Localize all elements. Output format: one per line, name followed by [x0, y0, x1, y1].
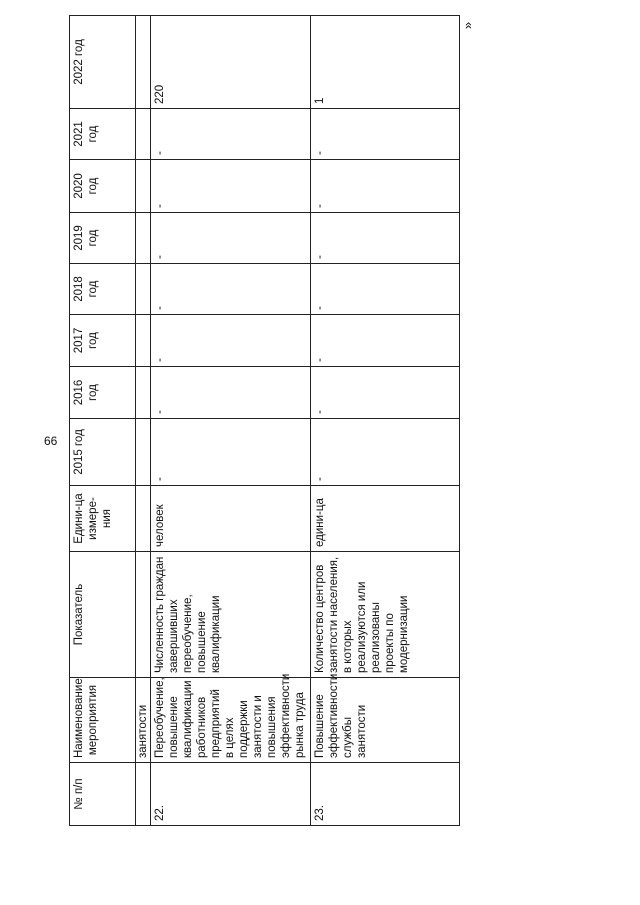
section-continuation-text: занятости [136, 678, 151, 763]
value-2022: 1 [311, 16, 460, 109]
value-2015: - [151, 419, 311, 486]
header-year-2015: 2015 год [70, 419, 136, 486]
header-indicator: Показатель [70, 552, 136, 678]
row-number: 22. [151, 763, 311, 826]
value-2020: - [151, 160, 311, 213]
value-2019: - [311, 213, 460, 264]
indicator-name: Количество центров занятости населения, в которых реализуются или реализованы проекты по модернизации [311, 552, 460, 678]
header-year-2016: 2016 год [70, 367, 136, 419]
value-2019: - [151, 213, 311, 264]
closing-quote: » [460, 21, 476, 30]
value-2021: - [151, 109, 311, 160]
indicator-name: Численность граждан завершивших переобучение, повышение квалификации [151, 552, 311, 678]
value-2018: - [311, 264, 460, 315]
value-2016: - [151, 367, 311, 419]
header-number: № п/п [70, 763, 136, 826]
value-2017: - [151, 315, 311, 367]
header-year-2022: 2022 год [70, 16, 136, 109]
table-row [151, 16, 311, 826]
value-2020: - [311, 160, 460, 213]
section-continuation-row [136, 16, 151, 826]
row-number: 23. [311, 763, 460, 826]
page-number: 66 [44, 434, 58, 448]
header-unit: Едини-ца измере-ния [70, 486, 136, 552]
activity-name: Переобучение, повышение квалификации работников предприятий в целях поддержки занятости и повышения эффективности рынка труда [151, 678, 311, 763]
value-2016: - [311, 367, 460, 419]
header-year-2017: 2017 год [70, 315, 136, 367]
value-2021: - [311, 109, 460, 160]
header-year-2018: 2018 год [70, 264, 136, 315]
value-2017: - [311, 315, 460, 367]
value-2022: 220 [151, 16, 311, 109]
header-row [70, 16, 136, 826]
header-name: Наименование мероприятия [70, 678, 136, 763]
rotated-table-sheet [69, 16, 459, 826]
activities-indicators-table [69, 15, 460, 826]
header-year-2020: 2020 год [70, 160, 136, 213]
value-2015: - [311, 419, 460, 486]
table-row [311, 16, 460, 826]
value-2018: - [151, 264, 311, 315]
unit-of-measure: едини-ца [311, 486, 460, 552]
activity-name: Повышение эффективности службы занятости [311, 678, 460, 763]
header-year-2021: 2021 год [70, 109, 136, 160]
unit-of-measure: человек [151, 486, 311, 552]
header-year-2019: 2019 год [70, 213, 136, 264]
